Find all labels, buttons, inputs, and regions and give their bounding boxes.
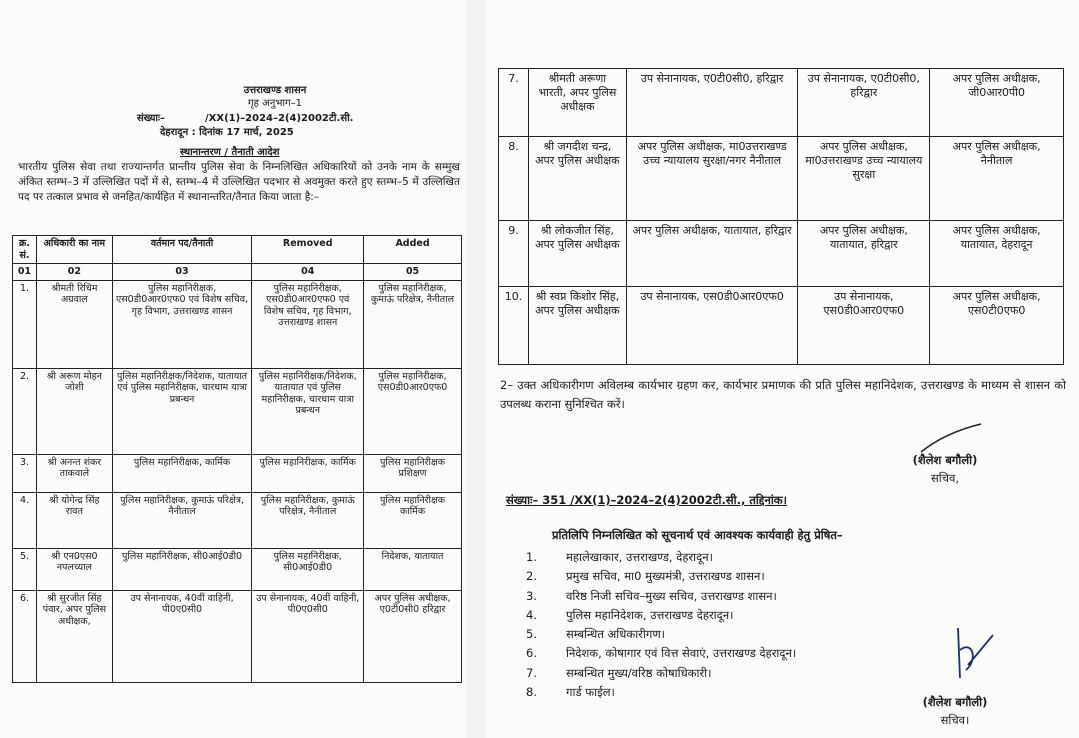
header-current: वर्तमान पद/तैनाती (112, 236, 252, 264)
list-item-number: 4. (526, 607, 537, 622)
cell-current: पुलिस महानिरीक्षक, कार्मिक (112, 454, 252, 492)
order-title: स्थानान्तरण / तैनाती आदेश (180, 147, 280, 158)
list-item-text: महालेखाकार, उत्तराखण्ड, देहरादून। (566, 550, 713, 564)
signatory-title-2: सचिव। (940, 713, 970, 727)
table-row (499, 221, 1064, 287)
cell-current: अपर पुलिस अधीक्षक, मा0उत्तराखण्ड उच्च न्यायालय सुरक्षा/नगर नैनीताल (626, 137, 798, 221)
cell-current: पुलिस महानिरीक्षक/निदेशक, यातायात एवं पुलिस महानिरीक्षक, चारधाम यात्रा प्रबन्धन (112, 368, 252, 454)
cell-sn: 8. (499, 137, 529, 221)
cell-current: पुलिस महानिरीक्षक, एस0डी0आर0एफ0 एवं विशेष सचिव, गृह विभाग, उत्तराखण्ड शासन (112, 280, 252, 368)
cell-current: अपर पुलिस अधीक्षक, यातायात, हरिद्वार (626, 221, 798, 287)
header-block (220, 84, 330, 110)
cell-name: श्री योगेन्द्र सिंह रावत (36, 492, 112, 548)
cell-current: उप सेनानायक, 40वीं वाहिनी, पी0ए0सी0 (112, 590, 252, 682)
cell-sn: 3. (13, 454, 37, 492)
list-item (526, 587, 946, 606)
cell-current: पुलिस महानिरीक्षक, सी0आई0डी0 (112, 548, 252, 590)
cell-added: अपर पुलिस अधीक्षक, यातायात, देहरादून (930, 221, 1064, 287)
list-item-text: वरिष्ठ निजी सचिव–मुख्य सचिव, उत्तराखण्ड शासन। (566, 588, 777, 603)
reference-number: संख्याः– 351 /XX(1)–2024–2(4)2002टी.सी., तद्दिनांक। (506, 493, 787, 507)
table-row (13, 280, 462, 368)
cell-removed: उप सेनानायक, 40वीं वाहिनी, पी0ए0सी0 (252, 590, 364, 682)
colnum: 04 (252, 264, 364, 281)
signature-mark-icon (938, 620, 998, 690)
cell-removed: उप सेनानायक, एस0डी0आर0एफ0 (798, 287, 930, 365)
cell-added: अपर पुलिस अधीक्षक, ए0टी0सी0 हरिद्वार (364, 590, 462, 682)
transfer-table-right (498, 68, 1064, 365)
list-item (526, 644, 946, 663)
left-page (0, 0, 466, 738)
copy-list (526, 548, 946, 702)
cell-sn: 4. (13, 492, 37, 548)
cell-removed: अपर पुलिस अधीक्षक, मा0उत्तराखण्ड उच्च न्यायालय सुरक्षा (798, 137, 930, 221)
table-row (499, 137, 1064, 221)
cell-name: श्री जगदीश चन्द्र, अपर पुलिस अधीक्षक (528, 137, 626, 221)
cell-name: श्रीमती अरूणा भारती, अपर पुलिस अधीक्षक (528, 69, 626, 137)
cell-sn: 7. (499, 69, 529, 137)
cell-added: पुलिस महानिरीक्षक कार्मिक (364, 492, 462, 548)
instruction-paragraph: 2– उक्त अधिकारीगण अविलम्ब कार्यभार ग्रहण कर, कार्यभार प्रमाणक की प्रति पुलिस महानिदेशक, उत्तराखण्ड के माध्यम से शासन को उपलब्ध कराना सुनिश्चित करें। (500, 378, 1066, 411)
table-row (499, 287, 1064, 365)
cell-sn: 6. (13, 590, 37, 682)
header-removed: Removed (252, 236, 364, 264)
sankhya-value: /XX(1)–2024–2(4)2002टी.सी. (205, 113, 354, 124)
cell-added: पुलिस महानिरीक्षक, कुमाऊं परिक्षेत्र, नैनीताल (364, 280, 462, 368)
section-name: गृह अनुभाग–1 (248, 98, 302, 109)
list-item-text: प्रमुख सचिव, मा0 मुख्यमंत्री, उत्तराखण्ड शासन। (566, 569, 765, 584)
table-row (13, 492, 462, 548)
list-item-number: 3. (526, 588, 537, 603)
list-item-number: 6. (526, 646, 537, 661)
colnum: 02 (36, 264, 112, 281)
signatory-name: (शैलेश बगौली) (912, 453, 978, 467)
list-item-number: 5. (526, 627, 537, 642)
header-sn: क्र. सं. (13, 236, 37, 264)
list-item-text: सम्बन्धित अधिकारीगण। (566, 627, 666, 642)
signatory-title: सचिव, (930, 471, 960, 485)
list-item (526, 664, 946, 683)
cell-removed: अपर पुलिस अधीक्षक, यातायात, हरिद्वार (798, 221, 930, 287)
list-item-number: 7. (526, 665, 537, 680)
list-item (526, 683, 946, 702)
cell-name: श्री स्वप्न किशोर सिंह, अपर पुलिस अधीक्षक (528, 287, 626, 365)
cell-sn: 9. (499, 221, 529, 287)
colnum: 01 (13, 264, 37, 281)
list-item (526, 548, 946, 567)
order-date: देहरादून : दिनांक 17 मार्च, 2025 (160, 127, 294, 138)
cell-name: श्री लोकजीत सिंह, अपर पुलिस अधीक्षक (528, 221, 626, 287)
table-row (13, 454, 462, 492)
list-item (526, 606, 946, 625)
cell-removed: पुलिस महानिरीक्षक/निदेशक, यातायात एवं पुलिस महानिरीक्षक, चारधाम यात्रा प्रबन्धन (252, 368, 364, 454)
cell-name: श्री अरूण मोहन जोशी (36, 368, 112, 454)
cell-removed: उप सेनानायक, ए0टी0सी0, हरिद्वार (798, 69, 930, 137)
cell-removed: पुलिस महानिरीक्षक, एस0डी0आर0एफ0 एवं विशेष सचिव, गृह विभाग, उत्तराखण्ड शासन (252, 280, 364, 368)
list-item-number: 2. (526, 569, 537, 584)
cell-name: श्रीमती रिधिम अग्रवाल (36, 280, 112, 368)
transfer-table-left (12, 235, 462, 683)
signatory-name-2: (शैलेश बगौली) (922, 695, 988, 709)
cell-added: अपर पुलिस अधीक्षक, नैनीताल (930, 137, 1064, 221)
cell-name: श्री अनन्त शंकर ताकवाले (36, 454, 112, 492)
cell-sn: 2. (13, 368, 37, 454)
cell-sn: 5. (13, 548, 37, 590)
cell-added: पुलिस महानिरीक्षक, एस0डी0आर0एफ0 (364, 368, 462, 454)
cell-added: पुलिस महानिरीक्षक प्रशिक्षण (364, 454, 462, 492)
list-item-text: सम्बन्धित मुख्य/वरिष्ठ कोषाधिकारी। (566, 665, 712, 680)
right-page (486, 0, 1079, 738)
copy-intro: प्रतिलिपि निम्नलिखित को सूचनार्थ एवं आवश्यक कार्यवाही हेतु प्रेषित– (552, 528, 843, 542)
cell-sn: 10. (499, 287, 529, 365)
intro-paragraph: भारतीय पुलिस सेवा तथा राज्यान्तर्गत प्रान्तीय पुलिस सेवा के निम्नलिखित अधिकारियों को उनके नाम के सम्मुख अंकित स्तम्भ–3 में उल्लिखित पदों में से, स्तम्भ–4 में उल्लिखित पदभार से अवमुक्त करते हुए स्तम्भ–5 में उल्लिखित पद पर तत्काल प्रभाव से जनहित/कार्यहित में स्थानान्तरित/तैनात किया जाता है:– (18, 161, 460, 203)
cell-added: निदेशक, यातायात (364, 548, 462, 590)
list-item-text: पुलिस महानिदेशक, उत्तराखण्ड देहरादून। (566, 607, 734, 622)
list-item-text: गार्ड फाईल। (566, 685, 615, 700)
cell-sn: 1. (13, 280, 37, 368)
colnum: 03 (112, 264, 252, 281)
colnum: 05 (364, 264, 462, 281)
cell-current: उप सेनानायक, एस0डी0आर0एफ0 (626, 287, 798, 365)
cell-added: अपर पुलिस अधीक्षक, जी0आर0पी0 (930, 69, 1064, 137)
cell-current: उप सेनानायक, ए0टी0सी0, हरिद्वार (626, 69, 798, 137)
dept-name: उत्तराखण्ड शासन (243, 85, 307, 96)
list-item (526, 567, 946, 586)
list-item-number: 8. (526, 685, 537, 700)
cell-removed: पुलिस महानिरीक्षक, कुमाऊं परिक्षेत्र, नैनीताल (252, 492, 364, 548)
cell-name: श्री एन0एस0 नपलच्याल (36, 548, 112, 590)
list-item-number: 1. (526, 550, 537, 564)
cell-name: श्री सुरजीत सिंह पंवार, अपर पुलिस अधीक्षक, (36, 590, 112, 682)
cell-added: अपर पुलिस अधीक्षक, एस0टी0एफ0 (930, 287, 1064, 365)
cell-removed: पुलिस महानिरीक्षक, कार्मिक (252, 454, 364, 492)
table-row (499, 69, 1064, 137)
header-added: Added (364, 236, 462, 264)
table-row (13, 590, 462, 682)
table-row (13, 368, 462, 454)
list-item (526, 625, 946, 644)
table-row (13, 548, 462, 590)
cell-removed: पुलिस महानिरीक्षक, सी0आई0डी0 (252, 548, 364, 590)
cell-current: पुलिस महानिरीक्षक, कुमाऊं परिक्षेत्र, नैनीताल (112, 492, 252, 548)
header-name: अधिकारी का नाम (36, 236, 112, 264)
sankhya-label: संख्याः– (137, 113, 166, 124)
list-item-text: निदेशक, कोषागार एवं वित्त सेवाएं, उत्तराखण्ड देहरादून। (566, 646, 797, 661)
